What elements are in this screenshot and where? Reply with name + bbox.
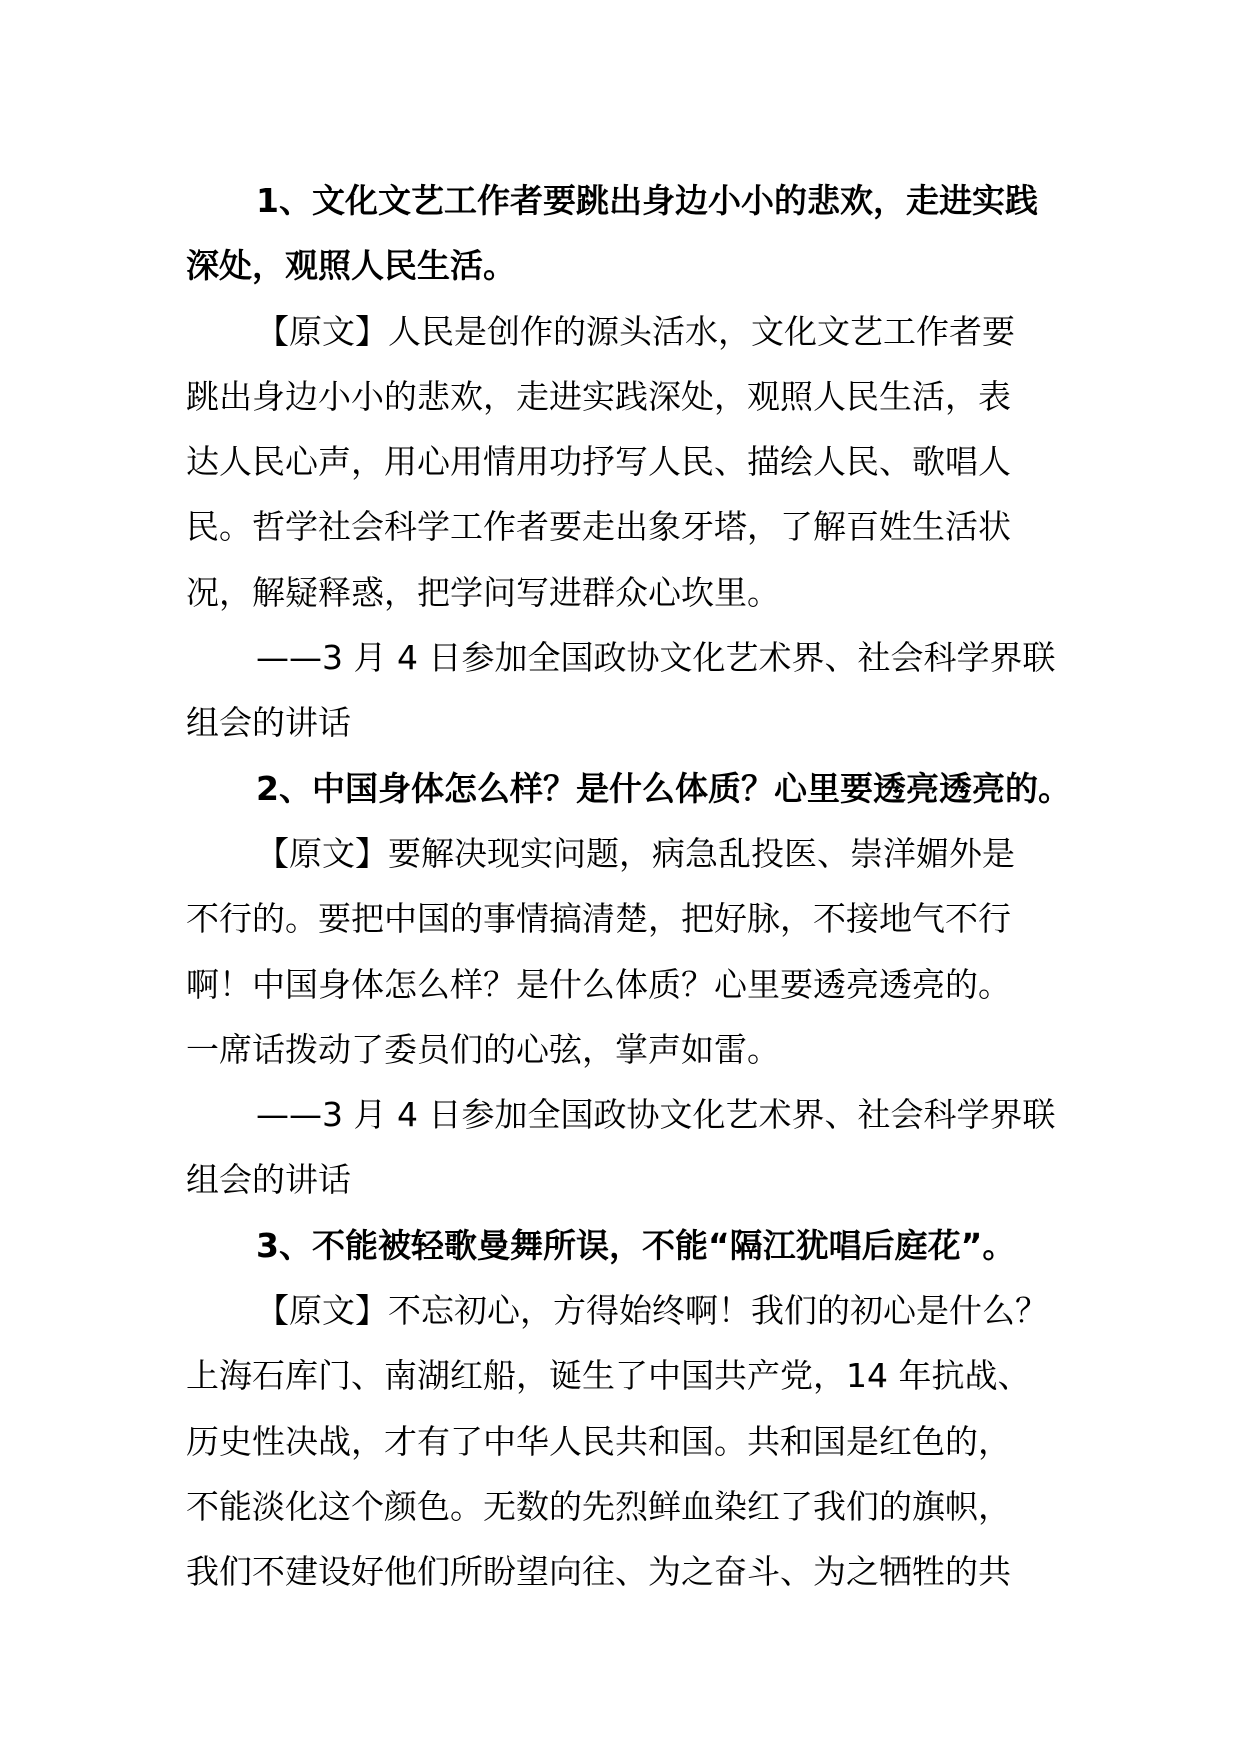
paragraph-line: 民。哲学社会科学工作者要走出象牙塔，了解百姓生活状 [186, 507, 1011, 547]
source-line: 组会的讲话 [186, 1160, 351, 1200]
paragraph-line: 【原文】不忘初心，方得始终啊！我们的初心是什么？ [256, 1291, 1048, 1331]
section-2 [186, 756, 1071, 1213]
section-heading: 3、不能被轻歌曼舞所误，不能“隔江犹唱后庭花”。 [256, 1225, 1016, 1265]
section-heading: 2、中国身体怎么样？是什么体质？心里要透亮透亮的。 [256, 768, 1071, 808]
source-line: ——3 月 4 日参加全国政协文化艺术界、社会科学界联 [256, 638, 1056, 678]
paragraph-line: 达人民心声，用心用情用功抒写人民、描绘人民、歌唱人 [186, 442, 1011, 482]
section-heading: 1、文化文艺工作者要跳出身边小小的悲欢，走进实践 [256, 181, 1038, 220]
paragraph-line: 我们不建设好他们所盼望向往、为之奋斗、为之牺牲的共 [186, 1552, 1011, 1592]
paragraph-line: 况，解疑释惑，把学问写进群众心坎里。 [186, 572, 780, 612]
section-1 [186, 168, 1066, 756]
paragraph-line: 【原文】要解决现实问题，病急乱投医、崇洋媚外是 [256, 833, 1015, 873]
paragraph-line: 跳出身边小小的悲欢，走进实践深处，观照人民生活，表 [186, 376, 1011, 416]
source-line: ——3 月 4 日参加全国政协文化艺术界、社会科学界联 [256, 1095, 1056, 1135]
paragraph-line: 【原文】人民是创作的源头活水，文化文艺工作者要 [256, 311, 1015, 351]
paragraph-line: 一席话拨动了委员们的心弦，掌声如雷。 [186, 1029, 780, 1069]
paragraph-line: 不能淡化这个颜色。无数的先烈鲜血染红了我们的旗帜， [186, 1486, 1011, 1526]
paragraph-line: 啊！中国身体怎么样？是什么体质？心里要透亮透亮的。 [186, 964, 1011, 1004]
paragraph-line: 上海石库门、南湖红船，诞生了中国共产党，14 年抗战、 [186, 1356, 1031, 1396]
section-3 [186, 1213, 1066, 1605]
paragraph-line: 不行的。要把中国的事情搞清楚，把好脉，不接地气不行 [186, 899, 1011, 939]
paragraph-line: 历史性决战，才有了中华人民共和国。共和国是红色的， [186, 1421, 1011, 1461]
document-page [186, 168, 1071, 1605]
section-heading: 深处，观照人民生活。 [186, 246, 516, 286]
source-line: 组会的讲话 [186, 703, 351, 743]
